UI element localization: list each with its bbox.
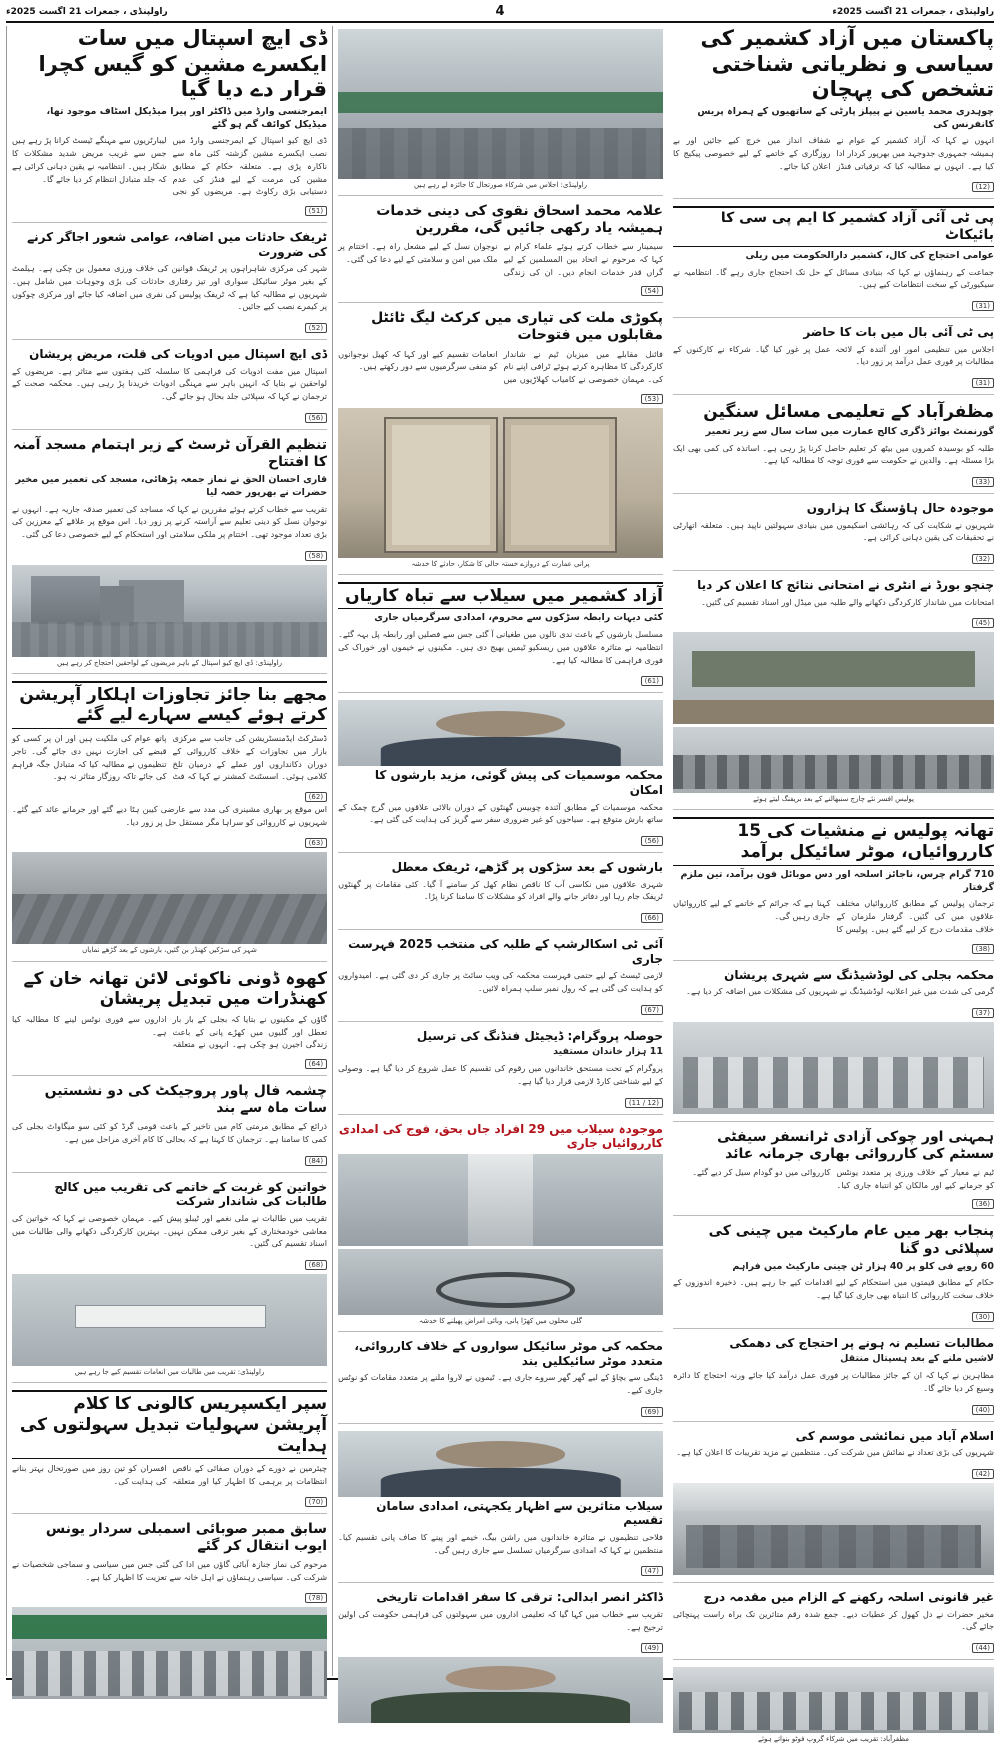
story-tag: (66): [641, 913, 663, 923]
article-motorcycle-action: [338, 1339, 663, 1424]
story-tag: (44): [972, 1643, 994, 1653]
article-kashmir-identity: [673, 26, 994, 199]
column-left: [6, 26, 332, 1676]
headline: ہمہنی اور چوکی آزادی ٹرانسفر سیفٹی سسٹم کی کارروائی بھاری جرمانہ عائد: [717, 1128, 994, 1162]
article-body: [673, 343, 994, 368]
article-body: [673, 1446, 994, 1459]
story-tag: (58): [305, 551, 327, 561]
body-text: اس موقع پر بھاری مشینری کی مدد سے عارضی کیبن ہٹا دیے گئے اور جرمانے عائد کیے گئے۔ شہریوں نے کارروائی کو سراہا مگر مستقل حل پر زور دیا۔: [12, 804, 328, 827]
article-encroachment-operation: [12, 681, 327, 962]
body-text: امتحانات میں شاندار کارکردگی دکھانے والے طلبہ میں میڈل اور اسناد تقسیم کی گئیں۔: [701, 596, 994, 607]
body-text: گاؤں کے مکینوں نے بتایا کہ بجلی کے بار بار تعطل اور گلیوں میں کھڑے پانی کے باعث زندگی اجیرن ہو چکی ہے۔ انہوں نے متعلقہ اداروں سے فوری نوٹس لینے کا مطالبہ کیا ہے۔: [12, 1014, 328, 1050]
article-body: [338, 628, 663, 666]
headline: مطالبات تسلیم نہ ہونے پر احتجاج کی دھمکی: [729, 1335, 994, 1350]
body-text: ڈسٹرکٹ ایڈمنسٹریشن کی جانب سے مرکزی بازار میں تجاوزات کے خلاف کارروائی کے دوران دکانداروں اور عملے کے درمیان تلخ کلامی ہوئی۔ اسسٹنٹ کمشنر نے کہا کہ فٹ پاتھ عوام کی ملکیت ہیں اور ان پر کسی کو قبضے کی اجازت نہیں دی جائے گی۔ تاجر تنظیموں نے مطالبہ کیا کہ متبادل جگہ فراہم کی جائے تاکہ روزگار متاثر نہ ہو۔: [12, 733, 328, 782]
article-obituary: [12, 1521, 327, 1707]
article-group-photo: [673, 1667, 994, 1749]
photo-caption: گلی محلوں میں کھڑا پانی، وبائی امراض پھیلنے کا خدشہ: [419, 1316, 583, 1325]
subheadline: لاشیں ملنے کے بعد ہسپتال منتقل: [840, 1353, 994, 1365]
headline: چنچو بورڈ نے انٹری نے امتحانی نتائج کا اعلان کر دیا: [697, 577, 994, 592]
headline: ڈی ایچ اسپتال میں ادویات کی قلت، مریض پریشان: [29, 347, 328, 362]
body-text: ڈینگی سے بچاؤ کے لیے گھر گھر سروے جاری ہے۔ ٹیموں نے لاروا ملنے پر متعدد مقامات کو نوٹس جاری کیے۔: [338, 1372, 663, 1395]
headline: پاکستان میں آزاد کشمیر کی سیاسی و نظریاتی شناختی تشخص کی پہچان: [700, 26, 994, 102]
article-medicine-shortage: [12, 347, 327, 430]
body-text: شہریوں نے شکایت کی کہ رہائشی اسکیموں میں بنیادی سہولتیں ناپید ہیں۔ متعلقہ اتھارٹی نے تحقیقات کی یقین دہانی کرائی ہے۔: [672, 519, 994, 543]
article-flood-relief-distribution: [338, 1431, 663, 1584]
body-text: مرحوم کی نماز جنازہ آبائی گاؤں میں ادا کی گئی جس میں سیاسی و سماجی شخصیات نے شرکت کی۔ سیاسی رہنماؤں نے اہل خانہ سے تعزیت کا اظہار کیا ہے۔: [12, 1558, 328, 1582]
dateline-left: راولپنڈی ، جمعرات 21 اگست 2025ء: [832, 6, 994, 17]
story-tag: (62): [305, 792, 327, 802]
story-tag: (69): [641, 1407, 663, 1417]
column-right: [668, 26, 994, 1744]
body-text: محکمہ موسمیات کے مطابق آئندہ چوبیس گھنٹوں کے دوران بالائی علاقوں میں گرج چمک کے ساتھ بارش متوقع ہے۔ سیاحوں کو غیر ضروری سفر سے گریز کی ہدایت کی گئی ہے۔: [338, 801, 663, 825]
photo-group-ceremony: [673, 1667, 994, 1733]
headline: موجودہ حال ہاؤسنگ کا ہزاروں: [806, 500, 994, 515]
photo-old-door: [338, 408, 663, 558]
headline: سپر ایکسپریس کالونی کا کلام آپریشن سہولیات تبدیل سہولتوں کی ہدایت: [12, 1390, 327, 1459]
article-sugar-supply: [673, 1223, 994, 1328]
story-tag: (31): [972, 378, 994, 388]
story-tag: (61): [641, 676, 663, 686]
story-tag: (64): [305, 1059, 327, 1069]
subheadline: ایمرجنسی وارڈ میں ڈاکٹر اور پیرا میڈیکل اسٹاف موجود تھا، میڈیکل کوائف گم ہو گئے: [46, 105, 328, 130]
photo-caption: مظفرآباد: تقریب میں شرکاء گروپ فوٹو بنواتے ہوئے: [758, 1735, 909, 1744]
article-body: [338, 801, 663, 826]
photo-street-protest: [12, 565, 327, 657]
article-body: [12, 503, 327, 541]
subheadline: 11 ہزار خاندان مستفید: [553, 1046, 663, 1058]
article-body: [338, 1531, 663, 1556]
article-body: [12, 1013, 327, 1051]
photo-seminar-banner: [12, 1607, 327, 1699]
body-text: مظاہرین نے کہا کہ ان کے جائز مطالبات پر فوری عمل درآمد کیا جائے ورنہ احتجاج کا دائرہ وسیع کر دیا جائے گا۔: [672, 1370, 994, 1393]
headline: بارشوں کے بعد سڑکوں پر گڑھے، ٹریفک معطل: [391, 860, 663, 875]
photo-official-portrait: [338, 700, 663, 766]
article-body: [338, 1371, 663, 1396]
headline: مجھے بنا جائز تجاوزات اہلکار آپریشن کرتے ہوئے کیسے سہارے لیے گئے: [12, 681, 327, 729]
body-text: مخیر حضرات نے دل کھول کر عطیات دیے۔ جمع شدہ رقم متاثرین تک براہ راست پہنچائی جائے گی۔: [672, 1608, 994, 1632]
body-text: اجلاس میں تنظیمی امور اور آئندہ کے لائحہ عمل پر غور کیا گیا۔ شرکاء نے کارکنوں کے مطالبات پر فوری عمل درآمد پر زور دیا۔: [672, 343, 994, 367]
article-body: [12, 1558, 327, 1583]
article-body: [673, 897, 994, 935]
article-islamabad-expo: [673, 1429, 994, 1583]
body-text: ڈی ایچ کیو اسپتال کے ایمرجنسی وارڈ میں نصب ایکسرے مشین گزشتہ کئی ماہ سے ناکارہ پڑی ہے۔ متعلقہ حکام کے مطابق مشین کی مرمت کے لیے فنڈز کی عدم دستیابی بڑی رکاوٹ ہے۔ مریضوں کو نجی لیبارٹریوں سے مہنگے ٹیسٹ کرانا پڑ رہے ہیں جس سے غریب مریض شدید مشکلات کا شکار ہیں۔ انتظامیہ نے یقین دہانی کرائی ہے کہ جلد متبادل انتظام کر دیا جائے گا۔: [12, 135, 328, 197]
photo-woman-portrait: [338, 1431, 663, 1497]
headline: مظفرآباد کے تعلیمی مسائل سنگین: [703, 401, 994, 422]
headline: چشمہ فال پاور پروجیکٹ کی دو نشستیں سات ماہ سے بند: [44, 1083, 328, 1117]
headline: محکمہ موسمیات کی پیش گوئی، مزید بارشوں کا امکان: [374, 768, 663, 797]
headline: تنظیم القرآن ٹرسٹ کے زیر اہتمام مسجد آمنہ کا افتتاح: [13, 436, 328, 470]
article-loadshedding: [673, 968, 994, 1122]
headline: پی ٹی آئی بال میں بات کا حاضر: [803, 324, 994, 339]
story-tag: (51): [305, 206, 327, 216]
article-body: [673, 266, 994, 291]
photo-caption: راولپنڈی: اجلاس میں شرکاء صورتحال کا جائزہ لے رہے ہیں: [413, 181, 588, 189]
headline: آزاد کشمیر میں سیلاب سے تباہ کاریاں: [338, 582, 663, 610]
story-tag: (32): [972, 554, 994, 564]
headline: پکوڑی ملت کی تیاری میں کرکٹ لیگ ٹائٹل مقابلوں میں فتوحات: [371, 310, 663, 344]
headline: آئی ٹی اسکالرشپ کے طلبہ کی منتخب 2025 فہرست جاری: [348, 937, 663, 966]
photo-officer-desk: [673, 632, 994, 724]
article-body: [673, 442, 994, 467]
article-pti-meeting: [673, 325, 994, 395]
story-tag: (36): [972, 1199, 994, 1209]
article-body: [12, 1120, 327, 1145]
photo-caption: راولپنڈی: تقریب میں طالبات میں انعامات تقسیم کیے جا رہے ہیں: [74, 1368, 265, 1377]
article-masjid-inauguration: [12, 437, 327, 674]
body-text: ٹیم نے معیار کے خلاف ورزی پر متعدد یونٹس کو جرمانے کیے اور مالکان کو انتباہ جاری کیا۔ کارروائی میں دو گودام سیل کر دیے گئے۔: [692, 1167, 994, 1190]
article-body: [673, 985, 994, 998]
article-traffic-accidents: [12, 230, 327, 340]
article-body-continued: [12, 803, 327, 828]
body-text: انہوں نے کہا کہ آزاد کشمیر کے عوام نے ہمیشہ جمہوری جدوجہد میں بھرپور کردار ادا کیا ہے۔ انہوں نے مطالبہ کیا کہ ترقیاتی فنڈز شفاف انداز میں خرچ کیے جائیں اور بے روزگاری کے خاتمے کے لیے خصوصی پیکیج کا اعلان کیا جائے۔: [672, 135, 994, 171]
headline: موجودہ سیلاب میں 29 افراد جاں بحق، فوج کی امدادی کارروائیاں جاری: [338, 1121, 663, 1151]
article-body: [673, 134, 994, 173]
headline: محکمہ کی موٹر سائیکل سواروں کے خلاف کارروائی، متعدد موٹر سائیکلیں بند: [354, 1338, 663, 1368]
body-text: شہریوں کی بڑی تعداد نے نمائش میں شرکت کی۔ منتظمین نے مزید تقریبات کا اعلان کیا ہے۔: [676, 1447, 994, 1458]
headline: کھوہ ڈونی ناکوئی لائن تھانہ خان کے کھنڈرات میں تبدیل پریشان: [23, 968, 328, 1010]
photo-assembly-hall: [338, 29, 663, 179]
story-tag: (84): [305, 1156, 327, 1166]
article-body: [338, 1062, 663, 1087]
subheadline: عوامی احتجاج کی کال، کشمیر دارالحکومت میں ریلی: [745, 249, 994, 261]
masthead: [6, 4, 994, 23]
column-grid: [6, 26, 994, 1744]
story-tag: (37): [972, 1008, 994, 1018]
body-text: پروگرام کے تحت مستحق خاندانوں میں رقوم کی تقسیم کا عمل شروع کر دیا گیا ہے۔ وصولی کے لیے شناختی کارڈ لازمی قرار دیا گیا ہے۔: [338, 1063, 663, 1086]
story-tag: (33): [972, 477, 994, 487]
article-body: [673, 596, 994, 609]
article-weather-forecast: [338, 700, 663, 853]
photo-caption: شہر کی سڑکیں کھنڈر بن گئیں، بارشوں کے بعد گڑھے نمایاں: [82, 946, 257, 955]
body-text: ذرائع کے مطابق مرمتی کام میں تاخیر کے باعث قومی گرڈ کو کئی سو میگاواٹ بجلی کی کمی کا سامنا ہے۔ ترجمان کا کہنا ہے کہ بحالی کا کام آخری مراحل میں ہے۔: [12, 1121, 328, 1144]
story-tag: (53): [641, 394, 663, 404]
article-body: [673, 1369, 994, 1394]
body-text: شہر کی مرکزی شاہراہوں پر ٹریفک قوانین کی خلاف ورزی معمول بن چکی ہے۔ ہیلمٹ کے بغیر موٹر سائیکل سواری اور تیز رفتاری حادثات کی بڑی وجوہات میں شامل ہیں۔ شہریوں نے مطالبہ کیا ہے کہ ٹریفک پولیس کی نفری میں اضافہ کیا جائے اور مرکزی چوکوں پر کیمرے نصب کیے جائیں۔: [12, 263, 328, 312]
headline: محکمہ بجلی کی لوڈشیڈنگ سے شہری پریشان: [724, 967, 994, 982]
body-text: تقریب سے خطاب کرتے ہوئے مقررین نے کہا کہ مساجد کی تعمیر صدقہ جاریہ ہے۔ انہوں نے نوجوان نسل کو دینی تعلیم سے آراستہ کرنے پر زور دیا۔ اس موقع پر علاقے کے معززین کی بڑی تعداد موجود تھی۔ اختتام پر ملکی سلامتی اور استحکام کے لیے خصوصی دعا کی گئی۔: [12, 503, 328, 539]
body-text: حکام کے مطابق قیمتوں میں استحکام کے لیے اقدامات کیے جا رہے ہیں۔ ذخیرہ اندوزوں کے خلاف سخت کارروائی کا انتباہ بھی جاری کیا گیا ہے۔: [672, 1277, 994, 1301]
subheadline: کئی دیہات رابطہ سڑکوں سے محروم، امدادی سرگرمیاں جاری: [374, 612, 663, 624]
headline: پنجاب بھر میں عام مارکیٹ میں چینی کی سپلائی دو گنا: [708, 1223, 994, 1257]
article-it-scholarship: [338, 937, 663, 1022]
subheadline: 710 گرام چرس، ناجائز اسلحہ اور دس موبائل فون برآمد، تین ملزم گرفتار: [680, 868, 994, 893]
story-tag: (40): [972, 1405, 994, 1415]
story-tag: (31): [972, 301, 994, 311]
article-demands-protest: [673, 1336, 994, 1422]
story-tag: (54): [641, 286, 663, 296]
photo-caption: پولیس افسر نئے چارج سنبھالنے کے بعد بریفنگ لیتے ہوئے: [753, 795, 914, 804]
article-kashmir-flood: [338, 582, 663, 694]
body-text: چیئرمین نے دورے کے دوران صفائی کے ناقص انتظامات پر برہمی کا اظہار کیا اور متعلقہ افسران کو تین روز میں صورتحال بہتر بنانے کی ہدایت کی۔: [12, 1463, 328, 1487]
photo-damaged-road: [12, 852, 327, 944]
photo-conference-hall: [673, 1483, 994, 1575]
article-muzaffarabad-education: [673, 402, 994, 494]
body-text: فائنل مقابلے میں میزبان ٹیم نے شاندار کارکردگی کا مظاہرہ کرتے ہوئے ٹرافی اپنے نام کی۔ مہمان خصوصی نے کامیاب کھلاڑیوں میں انعامات تقسیم کیے اور کہا کہ کھیل نوجوانوں کو منفی سرگرمیوں سے دور رکھتے ہیں۔: [338, 348, 663, 384]
article-flood-deaths: [338, 1122, 663, 1332]
article-police-raids: [673, 817, 994, 960]
article-body: [338, 1608, 663, 1633]
photo-flooded-alley: [338, 1154, 663, 1246]
photo-officer-portrait: [338, 1657, 663, 1723]
article-board-results: [673, 578, 994, 810]
article-abdali-development: [338, 1590, 663, 1730]
article-top-photo: [338, 29, 663, 196]
story-tag: (52): [305, 323, 327, 333]
dateline-right: راولپنڈی ، جمعرات 21 اگست 2025ء: [6, 6, 168, 17]
subheadline: 60 روپے فی کلو پر 40 ہزار ٹن چینی مارکیٹ میں فراہم: [732, 1260, 994, 1272]
article-body: [12, 1212, 327, 1250]
story-tag: (12): [972, 182, 994, 192]
photo-wheelchair-street: [338, 1249, 663, 1315]
article-college-ceremony: [12, 1180, 327, 1383]
story-tag: (38): [972, 944, 994, 954]
article-body: [338, 240, 663, 278]
article-body: [338, 348, 663, 386]
article-colony-facilities: [12, 1390, 327, 1514]
article-body: [338, 878, 663, 903]
body-text: تقریب میں طالبات نے ملی نغمے اور ٹیبلو پیش کیے۔ مہمان خصوصی نے کہا کہ خواتین کی معاشی خودمختاری کے بغیر ترقی ممکن نہیں۔ بہترین کارکردگی دکھانے والی طالبات میں اسناد تقسیم کی گئیں۔: [12, 1212, 328, 1249]
headline: سیلاب متاثرین سے اظہار یکجہتی، امدادی سامان تقسیم: [376, 1498, 663, 1528]
story-tag: (49): [641, 1643, 663, 1653]
body-text: فلاحی تنظیموں نے متاثرہ خاندانوں میں راشن بیگ، خیمے اور پینے کا صاف پانی تقسیم کیا۔ منتظمین نے کہا کہ امدادی سرگرمیاں تسلسل سے جاری رہیں گی۔: [338, 1531, 663, 1555]
body-text: لازمی ٹیسٹ کے لیے حتمی فہرست محکمہ کی ویب سائٹ پر جاری کر دی گئی ہے۔ امیدواروں کو ہدایت کی گئی ہے کہ رول نمبر سلپ ہمراہ لائیں۔: [338, 970, 663, 994]
body-text: تقریب سے خطاب میں کہا گیا کہ تعلیمی اداروں میں سہولتوں کی فراہمی حکومت کی اولین ترجیح ہے۔: [338, 1608, 663, 1632]
headline: غیر قانونی اسلحہ رکھنے کے الزام میں مقدمہ درج: [703, 1590, 994, 1605]
story-tag: (47): [641, 1566, 663, 1576]
headline: علامہ محمد اسحاق نقوی کی دینی خدمات ہمیشہ یاد رکھی جائیں گی، مقررین: [376, 203, 663, 237]
body-text: سیمینار سے خطاب کرتے ہوئے علماء کرام نے کہا کہ مرحوم نے اتحاد بین المسلمین کے لیے گراں قدر خدمات انجام دیں۔ ان کی زندگی نوجوان نسل کے لیے مشعل راہ ہے۔ اختتام پر ملک میں امن و سلامتی کے لیے دعا کی گئی۔: [338, 241, 663, 277]
article-pti-boycott: [673, 206, 994, 318]
article-illegal-weapons: [673, 1590, 994, 1660]
article-village-ruins: [12, 969, 327, 1077]
column-center: [332, 26, 668, 1676]
body-text: مسلسل بارشوں کے باعث ندی نالوں میں طغیانی آ گئی جس سے فصلیں اور رابطہ پل بہہ گئے۔ انتظامیہ نے متاثرہ علاقوں میں ریسکیو ٹیمیں بھیج دی ہیں۔ مکینوں نے خیموں اور خوراک کی فوری فراہمی کا مطالبہ کیا ہے۔: [338, 629, 663, 665]
article-body: [673, 1608, 994, 1633]
headline: ڈی ایچ اسپتال میں سات ایکسرے مشین کو گیس کچرا قرار دے دیا گیا: [38, 26, 328, 102]
story-tag: (56): [305, 413, 327, 423]
article-body: [12, 365, 327, 403]
story-tag: (78): [305, 1593, 327, 1603]
photo-prize-distribution: [12, 1274, 327, 1366]
headline: ٹریفک حادثات میں اضافہ، عوامی شعور اجاگر کرنے کی ضرورت: [27, 229, 328, 259]
photo-seized-motorcycles: [673, 727, 994, 793]
story-tag: (68): [305, 1260, 327, 1270]
photo-jirga-meeting: [673, 1022, 994, 1114]
article-naqvi-services: [338, 203, 663, 303]
body-text: اسپتال میں مفت ادویات کی فراہمی کا سلسلہ کئی ہفتوں سے متاثر ہے۔ مریضوں کے لواحقین نے بتایا کہ انہیں باہر سے مہنگی ادویات خریدنا پڑ رہی ہیں۔ محکمہ صحت کے ترجمان نے کہا کہ سپلائی جلد بحال ہو جائے گی۔: [12, 365, 328, 402]
story-tag: (70): [305, 1497, 327, 1507]
body-text: جماعت کے رہنماؤں نے کہا کہ بنیادی مسائل کے حل تک احتجاج جاری رہے گا۔ انتظامیہ نے سیکیورٹی کے سخت انتظامات کیے ہیں۔: [672, 266, 994, 290]
headline: پی ٹی آئی آزاد کشمیر کا ایم پی سی کا بائیکاٹ: [673, 206, 994, 247]
headline: خواتین کو غربت کے خاتمے کی تقریب میں کالج طالبات کی شاندار شرکت: [54, 1179, 328, 1209]
story-tag: (30): [972, 1312, 994, 1322]
article-body: [673, 1276, 994, 1301]
body-text: ترجمان پولیس کے مطابق کارروائیاں مختلف علاقوں میں کی گئیں۔ گرفتار ملزمان کے خلاف مقدمات درج کر لیے گئے ہیں۔ پولیس کا کہنا ہے کہ جرائم کے خاتمے کے لیے کارروائیاں جاری رہیں گی۔: [672, 898, 994, 934]
story-tag: (63): [305, 838, 327, 848]
article-body: [12, 732, 327, 784]
story-tag: (12 / 11): [625, 1098, 663, 1108]
headline: تھانہ پولیس نے منشیات کی 15 کارروائیاں، موٹر سائیکل برآمد: [673, 817, 994, 865]
subheadline: قاری احسان الحق نے نماز جمعہ پڑھائی، مسجد کی تعمیر میں مخیر حضرات نے بھرپور حصہ لیا: [15, 473, 328, 498]
article-roads-potholes: [338, 860, 663, 930]
article-safety-operation: [673, 1129, 994, 1217]
body-text: گرمی کی شدت میں غیر اعلانیہ لوڈشیڈنگ نے شہریوں کی مشکلات میں اضافہ کر دیا ہے۔: [686, 986, 994, 997]
story-tag: (67): [641, 1005, 663, 1015]
article-housing: [673, 501, 994, 571]
article-hausla-program: [338, 1029, 663, 1115]
article-body: [12, 262, 327, 313]
page-number: 4: [495, 4, 505, 19]
headline: ڈاکٹر انصر ابدالی: ترقی کا سفر اقدامات تاریخی: [376, 1590, 663, 1605]
body-text: طلبہ کو بوسیدہ کمروں میں بیٹھ کر تعلیم حاصل کرنا پڑ رہی ہے۔ اساتذہ کی کمی بھی ایک بڑا مسئلہ ہے۔ والدین نے حکومت سے فوری توجہ کا مطالبہ کیا ہے۔: [672, 442, 994, 466]
story-tag: (45): [972, 618, 994, 628]
article-body: [673, 1166, 994, 1191]
article-cricket-league: [338, 310, 663, 574]
photo-caption: پرانی عمارت کے دروازے خستہ حالی کا شکار، حادثے کا خدشہ: [411, 559, 590, 568]
story-tag: (42): [972, 1469, 994, 1479]
headline: سابق ممبر صوبائی اسمبلی سردار یونس ایوب انتقال کر گئے: [45, 1520, 328, 1554]
body-text: شہری علاقوں میں نکاسی آب کا ناقص نظام کھل کر سامنے آ گیا۔ کئی مقامات پر گھنٹوں ٹریفک جام رہا اور دفاتر جانے والے افراد کو مشکلات کا سامنا کرنا پڑا۔: [338, 878, 663, 902]
story-tag: (56): [641, 836, 663, 846]
subheadline: چوہدری محمد یاسین نے پیپلز پارٹی کے ساتھیوں کے ہمراہ پریس کانفرنس کی: [697, 105, 994, 130]
article-xray-machine: [12, 26, 327, 223]
article-power-project: [12, 1083, 327, 1173]
article-body: [338, 969, 663, 994]
subheadline: گورنمنٹ بوائز ڈگری کالج عمارت میں سات سال سے زیر تعمیر: [705, 425, 994, 437]
article-body: [12, 1462, 327, 1488]
headline: حوصلہ پروگرام: ڈیجیٹل فنڈنگ کی ترسیل: [416, 1028, 663, 1043]
headline: اسلام آباد میں نمائشی موسم کی: [795, 1428, 994, 1443]
article-body: [673, 519, 994, 544]
photo-caption: راولپنڈی: ڈی ایچ کیو اسپتال کے باہر مریضوں کے لواحقین احتجاج کر رہے ہیں: [57, 658, 283, 667]
article-body: [12, 134, 327, 198]
